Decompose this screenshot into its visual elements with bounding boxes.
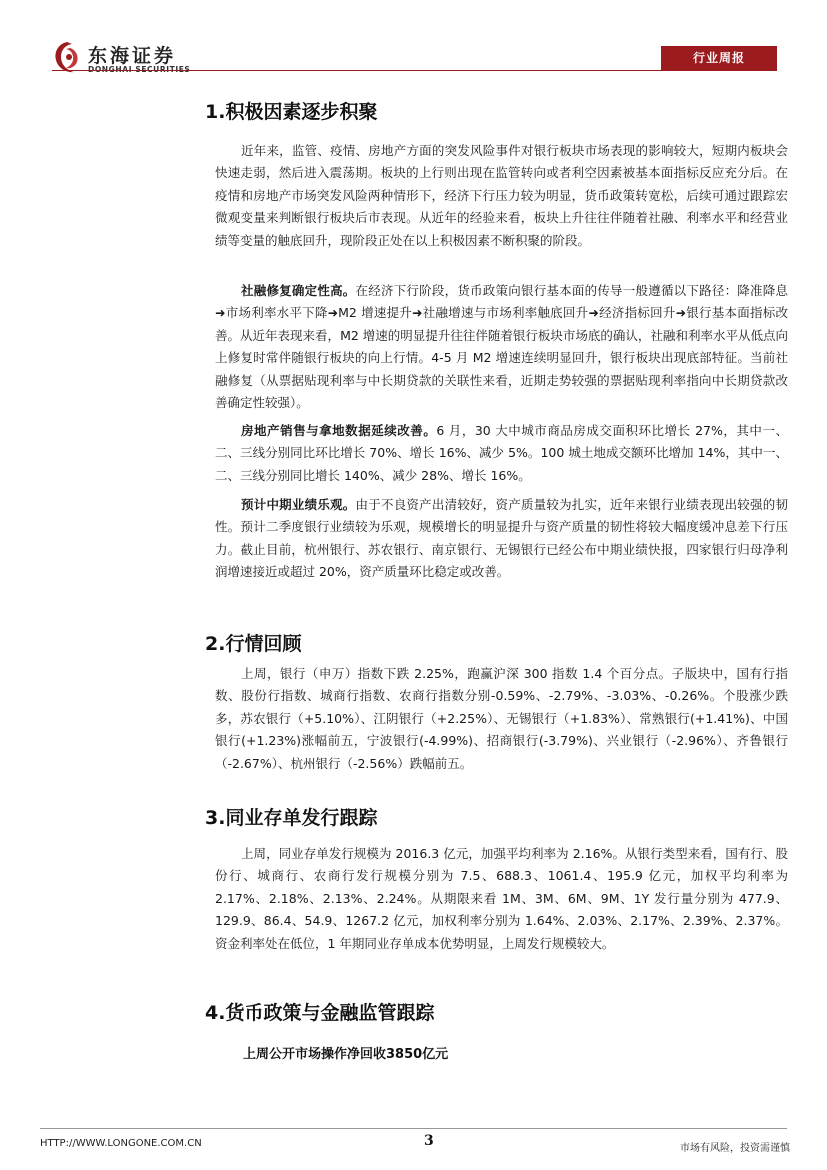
section-title-1: 1.积极因素逐步积聚 (205, 101, 378, 123)
paragraph-lead: 预计中期业绩乐观。 (241, 497, 356, 512)
header-divider (52, 70, 777, 71)
paragraph (215, 663, 788, 775)
section-title-4: 4.货币政策与金融监管跟踪 (205, 1002, 435, 1024)
paragraph (215, 140, 788, 252)
website-link[interactable]: HTTP://WWW.LONGONE.COM.CN (40, 1138, 202, 1149)
paragraph-text: 上周，同业存单发行规模为 2016.3 亿元，加强平均利率为 2.16%。从银行类型来看，国有行、股份行、城商行、农商行发行规模分别为 7.5、688.3、1061.4、195.9 亿元，加权平均利率为 2.17%、2.18%、2.13%、2.24%。从期限来看 1M、3M、6M、9M、1Y 发行量分别为 477.9、129.9、86.4、54.9、1267.2 亿元，加权利率分别为 1.64%、2.03%、2.17%、2.39%、2.37%。资金利率处在低位，1 年期同业存单成本优势明显，上周发行规模较大。 (215, 846, 788, 951)
paragraph (215, 420, 788, 487)
section-title-2: 2.行情回顾 (205, 633, 302, 655)
report-type-badge: 行业周报 (661, 46, 777, 70)
brand-logo (52, 40, 202, 78)
subheading: 上周公开市场操作净回收3850亿元 (243, 1047, 449, 1062)
paragraph-lead: 房地产销售与拿地数据延续改善。 (241, 423, 437, 438)
risk-disclaimer: 市场有风险，投资需谨慎 (680, 1143, 790, 1154)
paragraph-text: 在经济下行阶段，货币政策向银行基本面的传导一般遵循以下路径：降准降息➜市场利率水平下降➜M2 增速提升➜社融增速与市场利率触底回升➜经济指标回升➜银行基本面指标改善。从近年表现来看，M2 增速的明显提升往往伴随着银行板块市场底的确认，社融和利率水平从低点向上修复时常伴随银行板块的向上行情。4-5 月 M2 增速连续明显回升，银行板块出现底部特征。当前社融修复（从票据贴现利率与中长期贷款的关联性来看，近期走势较强的票据贴现利率指向中长期贷款改善确定性较强）。 (215, 283, 788, 411)
paragraph-text: 近年来，监管、疫情、房地产方面的突发风险事件对银行板块市场表现的影响较大，短期内板块会快速走弱，然后进入震荡期。板块的上行则出现在监管转向或者利空因素被基本面指标反应充分后。在疫情和房地产市场突发风险两种情形下，经济下行压力较为明显，货币政策转宽松，后续可通过跟踪宏微观变量来判断银行板块后市表现。从近年的经验来看，板块上升往往伴随着社融、利率水平和经营业绩等变量的触底回升，现阶段正处在以上积极因素不断积聚的阶段。 (215, 143, 788, 248)
page-header (0, 0, 827, 80)
paragraph-text: 上周，银行（申万）指数下跌 2.25%，跑赢沪深 300 指数 1.4 个百分点。子版块中，国有行指数、股份行指数、城商行指数、农商行指数分别-0.59%、-2.79%、-3.03%、-0.26%。个股涨少跌多，苏农银行（+5.10%）、江阴银行（+2.25%）、无锡银行（+1.83%）、常熟银行(+1.41%)、中国银行(+1.23%)涨幅前五，宁波银行(-4.99%)、招商银行(-3.79%)、兴业银行（-2.96%）、齐鲁银行（-2.67%）、杭州银行（-2.56%）跌幅前五。 (215, 666, 788, 771)
footer-divider (40, 1128, 787, 1129)
paragraph (215, 494, 788, 584)
brand-name-cn: 东海证券 (88, 45, 177, 67)
paragraph-text: 由于不良资产出清较好，资产质量较为扎实，近年来银行业绩表现出较强的韧性。预计二季度银行业绩较为乐观，规模增长的明显提升与资产质量的韧性将较大幅度缓冲息差下行压力。截止目前，杭州银行、苏农银行、南京银行、无锡银行已经公布中期业绩快报，四家银行归母净利润增速接近或超过 20%，资产质量环比稳定或改善。 (215, 497, 788, 580)
paragraph (215, 280, 788, 414)
section-title-3: 3.同业存单发行跟踪 (205, 807, 378, 829)
paragraph-text: 6 月，30 大中城市商品房成交面积环比增长 27%，其中一、二、三线分别同比环比增长 70%、增长 16%、减少 5%。100 城土地成交额环比增加 14%，其中一、二、三线分别同比增长 140%、减少 28%、增长 16%。 (215, 423, 788, 483)
paragraph-lead: 社融修复确定性高。 (241, 283, 356, 298)
page-number: 3 (424, 1133, 434, 1149)
brand-name-en: DONGHAI SECURITIES (88, 65, 191, 74)
paragraph (215, 843, 788, 955)
